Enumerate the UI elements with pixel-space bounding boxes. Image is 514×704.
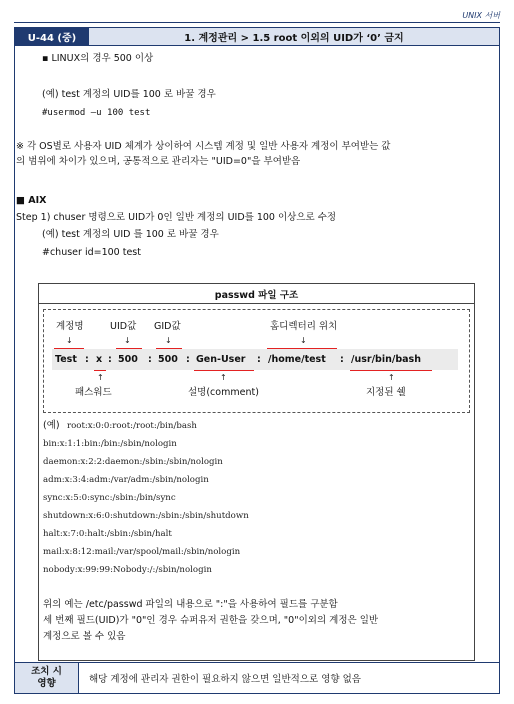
- example-line: bin:x:1:1:bin:/bin:/sbin/nologin: [43, 439, 177, 449]
- passwd-title: passwd 파일 구조: [39, 284, 474, 304]
- example-line: root:x:0:0:root:/root:/bin/bash: [67, 421, 197, 431]
- field-sep: :: [148, 354, 152, 365]
- underline-home: [267, 348, 337, 349]
- example-line: sync:x:5:0:sync:/sbin:/bin/sync: [43, 493, 176, 503]
- field-sep: :: [85, 354, 89, 365]
- header-tag: UNIX 서버: [462, 11, 500, 20]
- field-sep: :: [340, 354, 344, 365]
- field-sep: :: [186, 354, 190, 365]
- impact-label-line-1: 조치 시: [31, 666, 62, 677]
- example-line: adm:x:3:4:adm:/var/adm:/sbin/nologin: [43, 475, 209, 485]
- label-gid: GID값: [154, 321, 181, 332]
- arrow-down-icon: ↓: [124, 336, 131, 345]
- field-gid: 500: [158, 354, 178, 365]
- label-comment: 설명(comment): [188, 387, 259, 398]
- example-line: mail:x:8:12:mail:/var/spool/mail:/sbin/nologin: [43, 547, 241, 557]
- note-line-1: ※ 각 OS별로 사용자 UID 체계가 상이하여 시스템 계정 및 일반 사용자 계정이 부여받는 값: [16, 141, 391, 152]
- field-uid: 500: [118, 354, 138, 365]
- explain-line-2: 세 번째 필드(UID)가 "0"인 경우 슈퍼유저 권한을 갖으며, "0"이외의 계정은 일반: [43, 615, 379, 626]
- aix-command: #chuser id=100 test: [42, 247, 141, 258]
- impact-label: [15, 663, 79, 693]
- underline-shell: [350, 370, 432, 371]
- item-title: 1. 계정관리 > 1.5 root 이외의 UID가 ‘0’ 금지: [89, 28, 499, 45]
- arrow-up-icon: ↑: [388, 373, 395, 382]
- title-bar: [14, 27, 500, 46]
- aix-step: Step 1) chuser 명령으로 UID가 0인 일반 계정의 UID를 100 이상으로 수정: [16, 212, 337, 223]
- field-password: x: [96, 354, 103, 365]
- label-password: 패스워드: [75, 387, 112, 398]
- arrow-down-icon: ↓: [300, 336, 307, 345]
- underline-comment: [194, 370, 254, 371]
- item-code: U-44 (중): [15, 28, 89, 45]
- example-line: nobody:x:99:99:Nobody:/:/sbin/nologin: [43, 565, 212, 575]
- label-account: 계정명: [56, 321, 84, 332]
- header-rule: [14, 22, 500, 23]
- underline-password: [94, 370, 106, 371]
- arrow-down-icon: ↓: [165, 336, 172, 345]
- field-sep: :: [108, 354, 112, 365]
- example-line: halt:x:7:0:halt:/sbin:/sbin/halt: [43, 529, 172, 539]
- field-comment: Gen-User: [196, 354, 246, 365]
- linux-example: (예) test 계정의 UID를 100 로 바꿀 경우: [42, 89, 216, 100]
- example-line: daemon:x:2:2:daemon:/sbin:/sbin/nologin: [43, 457, 223, 467]
- linux-bullet: ▪ LINUX의 경우 500 이상: [42, 53, 154, 64]
- impact-row: [14, 662, 500, 694]
- field-home: /home/test: [268, 354, 326, 365]
- example-line: shutdown:x:6:0:shutdown:/sbin:/sbin/shutdown: [43, 511, 249, 521]
- underline-account: [54, 348, 84, 349]
- arrow-up-icon: ↑: [97, 373, 104, 382]
- field-shell: /usr/bin/bash: [351, 354, 421, 365]
- impact-label-line-2: 영향: [37, 678, 56, 689]
- field-sep: :: [257, 354, 261, 365]
- arrow-down-icon: ↓: [66, 336, 73, 345]
- note-line-2: 의 범위에 차이가 있으며, 공통적으로 관리자는 "UID=0"을 부여받음: [16, 156, 301, 167]
- label-shell: 지정된 쉘: [366, 387, 406, 398]
- aix-heading: ■ AIX: [16, 195, 47, 206]
- explain-line-3: 계정으로 볼 수 있음: [43, 631, 126, 642]
- underline-uid: [116, 348, 142, 349]
- label-uid: UID값: [110, 321, 137, 332]
- example-prefix: (예): [43, 420, 60, 431]
- arrow-up-icon: ↑: [220, 373, 227, 382]
- label-home: 홈디렉터리 위치: [270, 321, 338, 332]
- aix-example: (예) test 계정의 UID 를 100 로 바꿀 경우: [42, 229, 219, 240]
- linux-command: #usermod –u 100 test: [42, 108, 151, 118]
- explain-line-1: 위의 예는 /etc/passwd 파일의 내용으로 ":"을 사용하여 필드를 구분함: [43, 599, 338, 610]
- impact-text: 해당 계정에 관리자 권한이 필요하지 않으면 일반적으로 영향 없음: [89, 674, 361, 685]
- field-name: Test: [55, 354, 77, 365]
- underline-gid: [156, 348, 182, 349]
